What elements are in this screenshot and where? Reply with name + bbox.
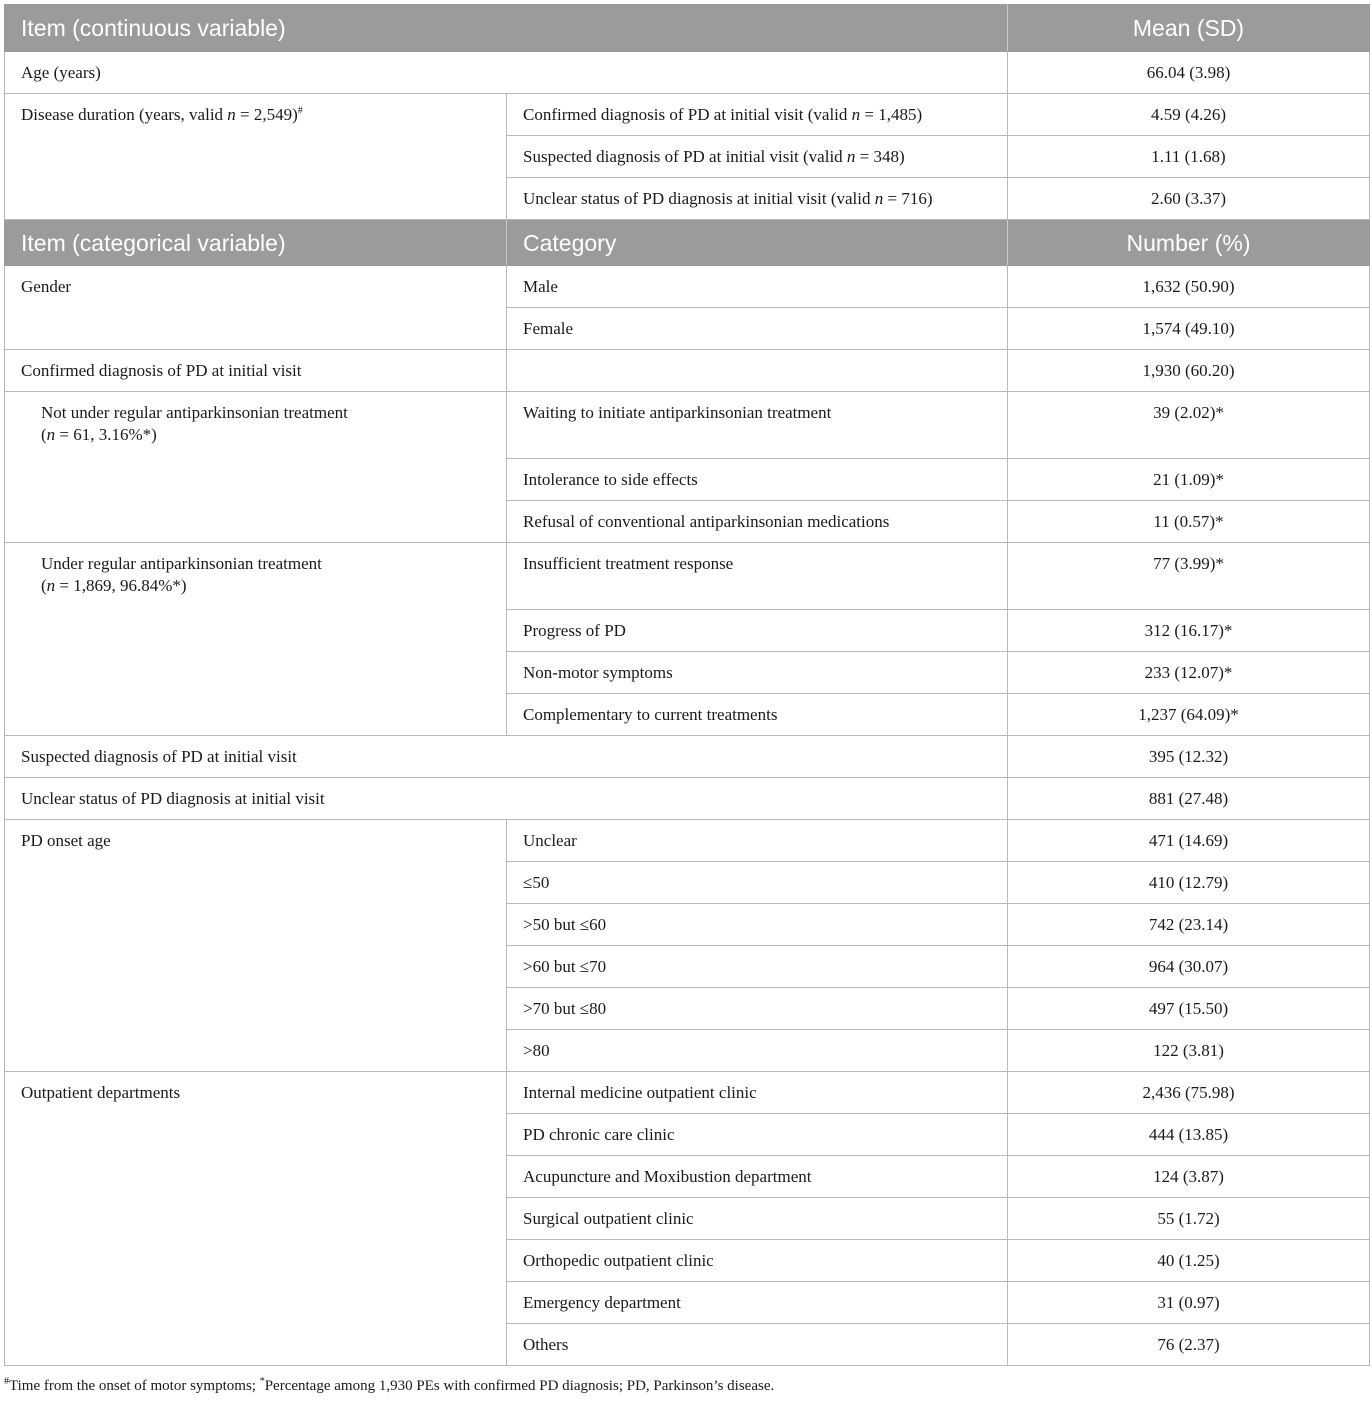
header-category: Category <box>507 220 1008 266</box>
header-number-percent: Number (%) <box>1008 220 1370 266</box>
row-category: >70 but ≤80 <box>507 988 1008 1030</box>
table-row <box>5 350 1370 392</box>
row-label: Age (years) <box>5 52 1008 94</box>
footnote-hash-mark: # <box>4 1376 9 1387</box>
row-category: Non-motor symptoms <box>507 652 1008 694</box>
row-value: 66.04 (3.98) <box>1008 52 1370 94</box>
table-header-categorical <box>5 220 1370 266</box>
row-label: Disease duration (years, valid n = 2,549)# <box>5 94 507 220</box>
row-category: Intolerance to side effects <box>507 459 1008 501</box>
row-category: Acupuncture and Moxibustion department <box>507 1156 1008 1198</box>
row-label: Under regular antiparkinsonian treatment (n = 1,869, 96.84%*) <box>5 543 507 736</box>
row-category: Emergency department <box>507 1282 1008 1324</box>
row-label: Suspected diagnosis of PD at initial visit <box>5 736 1008 778</box>
row-category: Unclear status of PD diagnosis at initial visit (valid n = 716) <box>507 178 1008 220</box>
row-category: Insufficient treatment response <box>507 543 1008 610</box>
table-row <box>5 52 1370 94</box>
row-value: 233 (12.07)* <box>1008 652 1370 694</box>
row-category: Orthopedic outpatient clinic <box>507 1240 1008 1282</box>
characteristics-table <box>4 4 1370 1366</box>
row-category: ≤50 <box>507 862 1008 904</box>
footnote-text-2: Percentage among 1,930 PEs with confirmed PD diagnosis; PD, Parkinson’s disease. <box>264 1378 775 1394</box>
table-row <box>5 736 1370 778</box>
row-value: 410 (12.79) <box>1008 862 1370 904</box>
row-value: 1,237 (64.09)* <box>1008 694 1370 736</box>
row-value: 444 (13.85) <box>1008 1114 1370 1156</box>
row-value: 395 (12.32) <box>1008 736 1370 778</box>
table-row <box>5 392 1370 459</box>
row-category-empty <box>507 350 1008 392</box>
row-value: 55 (1.72) <box>1008 1198 1370 1240</box>
footnote-asterisk-mark: * <box>259 1376 265 1387</box>
row-value: 40 (1.25) <box>1008 1240 1370 1282</box>
table-row <box>5 1072 1370 1114</box>
row-value: 1,574 (49.10) <box>1008 308 1370 350</box>
row-category: Female <box>507 308 1008 350</box>
row-category: Confirmed diagnosis of PD at initial visit (valid n = 1,485) <box>507 94 1008 136</box>
row-value: 76 (2.37) <box>1008 1324 1370 1366</box>
row-value: 2.60 (3.37) <box>1008 178 1370 220</box>
row-label: Gender <box>5 266 507 350</box>
row-label: Not under regular antiparkinsonian treatment (n = 61, 3.16%*) <box>5 392 507 543</box>
row-category: >80 <box>507 1030 1008 1072</box>
row-value: 1,632 (50.90) <box>1008 266 1370 308</box>
row-category: Complementary to current treatments <box>507 694 1008 736</box>
row-value: 11 (0.57)* <box>1008 501 1370 543</box>
row-value: 964 (30.07) <box>1008 946 1370 988</box>
row-category: >60 but ≤70 <box>507 946 1008 988</box>
table-row <box>5 543 1370 610</box>
header-item-continuous: Item (continuous variable) <box>5 5 1008 52</box>
row-value: 4.59 (4.26) <box>1008 94 1370 136</box>
table-row <box>5 820 1370 862</box>
row-label: Unclear status of PD diagnosis at initial visit <box>5 778 1008 820</box>
table-header-continuous <box>5 5 1370 52</box>
row-value: 122 (3.81) <box>1008 1030 1370 1072</box>
table-footnote <box>4 1378 774 1395</box>
row-category: Others <box>507 1324 1008 1366</box>
row-value: 1,930 (60.20) <box>1008 350 1370 392</box>
row-label: Outpatient departments <box>5 1072 507 1366</box>
row-category: Surgical outpatient clinic <box>507 1198 1008 1240</box>
row-value: 497 (15.50) <box>1008 988 1370 1030</box>
row-value: 2,436 (75.98) <box>1008 1072 1370 1114</box>
table-row <box>5 94 1370 136</box>
row-value: 312 (16.17)* <box>1008 610 1370 652</box>
row-category: PD chronic care clinic <box>507 1114 1008 1156</box>
row-value: 742 (23.14) <box>1008 904 1370 946</box>
row-value: 77 (3.99)* <box>1008 543 1370 610</box>
row-category: Progress of PD <box>507 610 1008 652</box>
row-category: Unclear <box>507 820 1008 862</box>
row-category: Male <box>507 266 1008 308</box>
row-value: 1.11 (1.68) <box>1008 136 1370 178</box>
row-category: Internal medicine outpatient clinic <box>507 1072 1008 1114</box>
row-value: 124 (3.87) <box>1008 1156 1370 1198</box>
row-label: Confirmed diagnosis of PD at initial visit <box>5 350 507 392</box>
header-mean-sd: Mean (SD) <box>1008 5 1370 52</box>
footnote-text-1: Time from the onset of motor symptoms; <box>9 1378 260 1394</box>
row-category: Refusal of conventional antiparkinsonian medications <box>507 501 1008 543</box>
table-row <box>5 266 1370 308</box>
row-value: 39 (2.02)* <box>1008 392 1370 459</box>
row-value: 471 (14.69) <box>1008 820 1370 862</box>
row-category: Suspected diagnosis of PD at initial visit (valid n = 348) <box>507 136 1008 178</box>
row-category: Waiting to initiate antiparkinsonian treatment <box>507 392 1008 459</box>
row-category: >50 but ≤60 <box>507 904 1008 946</box>
row-value: 21 (1.09)* <box>1008 459 1370 501</box>
header-item-categorical: Item (categorical variable) <box>5 220 507 266</box>
row-label: PD onset age <box>5 820 507 1072</box>
row-value: 881 (27.48) <box>1008 778 1370 820</box>
table-row <box>5 778 1370 820</box>
row-value: 31 (0.97) <box>1008 1282 1370 1324</box>
